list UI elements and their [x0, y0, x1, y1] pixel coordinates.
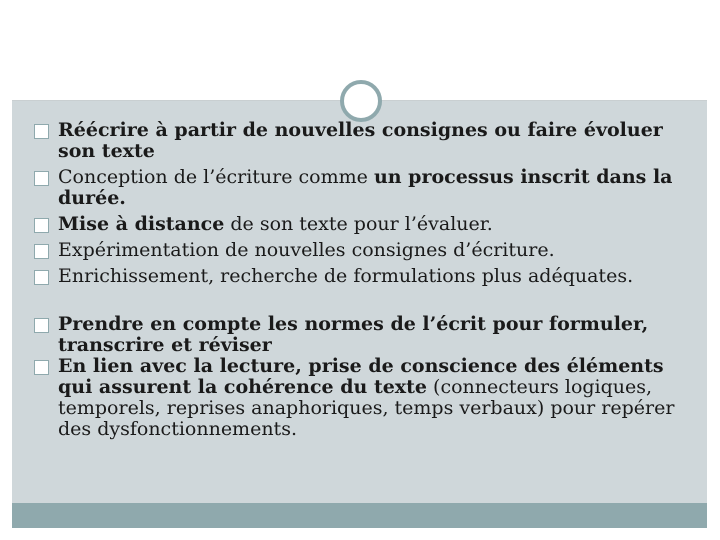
bullet-text: Conception de l’écriture comme — [58, 166, 374, 188]
checkbox-bullet-icon — [34, 218, 49, 233]
checkbox-bullet-icon — [34, 360, 49, 375]
checkbox-bullet-icon — [34, 244, 49, 259]
circle-ornament — [340, 80, 382, 122]
bullet-item — [34, 214, 694, 235]
bullet-text: Enrichissement, recherche de formulations plus adéquates. — [58, 265, 634, 287]
checkbox-bullet-icon — [34, 318, 49, 333]
bullet-item — [34, 120, 694, 162]
bullet-group-1 — [34, 120, 694, 287]
bullet-item — [34, 167, 694, 209]
bullet-bold-text: Réécrire à partir de nouvelles consignes ou faire évoluer son texte — [58, 119, 663, 162]
footer-bar — [12, 503, 707, 528]
bullet-text: Expérimentation de nouvelles consignes d’écriture. — [58, 239, 555, 261]
bullet-group-2 — [34, 314, 694, 440]
bullet-item — [34, 240, 694, 261]
checkbox-bullet-icon — [34, 270, 49, 285]
bullet-bold-text: un processus inscrit dans la durée. — [58, 166, 673, 209]
bullet-text: (connecteurs logiques, temporels, reprises anaphoriques, temps verbaux) pour repérer des dysfonctionnements. — [58, 376, 675, 440]
bullet-item — [34, 266, 694, 287]
bullet-bold-text: Mise à distance — [58, 213, 225, 235]
checkbox-bullet-icon — [34, 171, 49, 186]
bullet-item — [34, 314, 694, 356]
bullet-list — [34, 120, 694, 440]
bullet-text: de son texte pour l’évaluer. — [224, 213, 493, 235]
group-spacer — [34, 292, 694, 314]
bullet-item — [34, 356, 694, 440]
bullet-bold-text: En lien avec la lecture, prise de conscience des éléments qui assurent la cohérence du texte — [58, 355, 664, 398]
checkbox-bullet-icon — [34, 124, 49, 139]
bullet-bold-text: Prendre en compte les normes de l’écrit pour formuler, transcrire et réviser — [58, 313, 649, 356]
